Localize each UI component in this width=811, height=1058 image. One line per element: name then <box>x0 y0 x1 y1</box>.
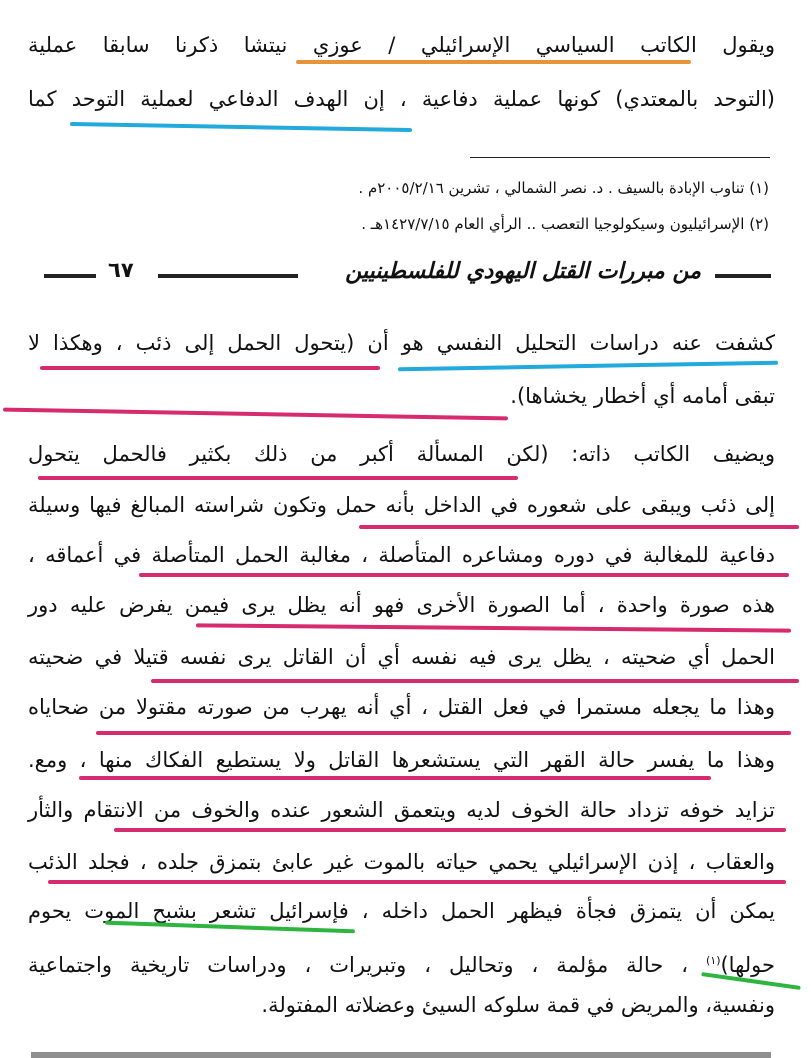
header-rule-right <box>715 274 771 278</box>
pink-highlight-6 <box>196 623 791 632</box>
body-line-13 <box>28 946 775 980</box>
body-line-11: والعقاب ، إذن الإسرائيلي يحمي حياته بالموت غير عابئ بتمزق جلده ، فجلد الذئب <box>28 850 775 874</box>
blue-highlight-body <box>398 361 778 372</box>
body-line-7: الحمل أي ضحيته ، يظل يرى فيه نفسه أي أن القاتل يرى نفسه قتيلا في ضحيته <box>28 645 775 669</box>
body-line-1: كشفت عنه دراسات التحليل النفسي هو أن (يتحول الحمل إلى ذئب ، وهكذا لا <box>28 331 775 355</box>
body-line-3: ويضيف الكاتب ذاته: (لكن المسألة أكبر من ذلك بكثير فالحمل يتحول <box>28 442 775 466</box>
top-text-line-2: (التوحد بالمعتدي) كونها عملية دفاعية ، إن الهدف الدفاعي لعملية التوحد كما <box>28 87 775 111</box>
body-line-2: تبقى أمامه أي أخطار يخشاها). <box>510 384 775 408</box>
top-text-line-1: ويقول الكاتب السياسي الإسرائيلي / عوزي نيتشا ذكرنا سابقا عملية <box>28 33 775 57</box>
page-number: ٦٧ <box>108 258 134 282</box>
orange-highlight <box>296 60 691 64</box>
running-header-title: من مبررات القتل اليهودي للفلسطينيين <box>345 259 701 284</box>
pink-highlight-10 <box>114 828 786 832</box>
body-line-6: هذه صورة واحدة ، أما الصورة الأخرى فهو أنه يظل يرى فيمن يفرض عليه دور <box>28 593 775 617</box>
cut-off-bottom-line <box>31 1052 771 1058</box>
body-line-14: ونفسية، والمريض في قمة سلوكه السيئ وعضلاته المفتولة. <box>261 993 775 1017</box>
footnote-1: (١) تناوب الإبادة بالسيف . د. نصر الشمالي ، تشرين ٢٠٠٥/٢/١٦م . <box>358 179 769 197</box>
footnote-reference: (١) <box>705 954 721 967</box>
footnote-2: (٢) الإسرائيليون وسيكولوجيا التعصب .. الرأي العام ١٤٢٧/٧/١٥هـ . <box>361 215 769 233</box>
header-rule-middle <box>158 274 298 278</box>
pink-highlight-8 <box>96 731 791 735</box>
body-line-4: إلى ذئب ويبقى على شعوره في الداخل بأنه حمل وتكون شراسته المبالغ فيها وسيلة <box>28 493 775 517</box>
body-line-5: دفاعية للمغالبة في دوره ومشاعره المتأصلة ، مغالبة الحمل المتأصلة في أعماقه ، <box>28 543 775 567</box>
header-rule-left <box>44 274 96 278</box>
pink-highlight-3 <box>38 476 518 480</box>
body-line-9: وهذا ما يفسر حالة القهر التي يستشعرها القاتل ولا يستطيع الفكاك منها ، ومع. <box>28 748 775 772</box>
pink-highlight-9 <box>79 776 711 780</box>
pink-highlight-5 <box>139 573 789 577</box>
body-line-8: وهذا ما يجعله مستمرا في فعل القتل ، أي أنه يهرب من صورته مقتولا من ضحاياه <box>28 695 775 719</box>
body-line-13-rest: ، حالة مؤلمة ، وتحاليل ، وتبريرات ، ودراسات تاريخية واجتماعية <box>28 953 688 977</box>
footnote-separator <box>470 157 770 158</box>
body-line-10: تزايد خوفه تزداد حالة الخوف لديه ويتعمق الشعور عنده والخوف من الانتقام والثأر <box>28 798 775 822</box>
body-line-12: يمكن أن يتمزق فجأة فيظهر الحمل داخله ، فإسرائيل تشعر بشبح الموت يحوم <box>28 899 775 923</box>
pink-highlight-1 <box>40 366 380 370</box>
pink-highlight-11 <box>48 880 786 884</box>
blue-highlight-top <box>70 122 412 132</box>
pink-highlight-7 <box>151 679 799 683</box>
pink-highlight-4 <box>359 525 799 529</box>
body-line-13-start: حولها) <box>720 953 775 977</box>
